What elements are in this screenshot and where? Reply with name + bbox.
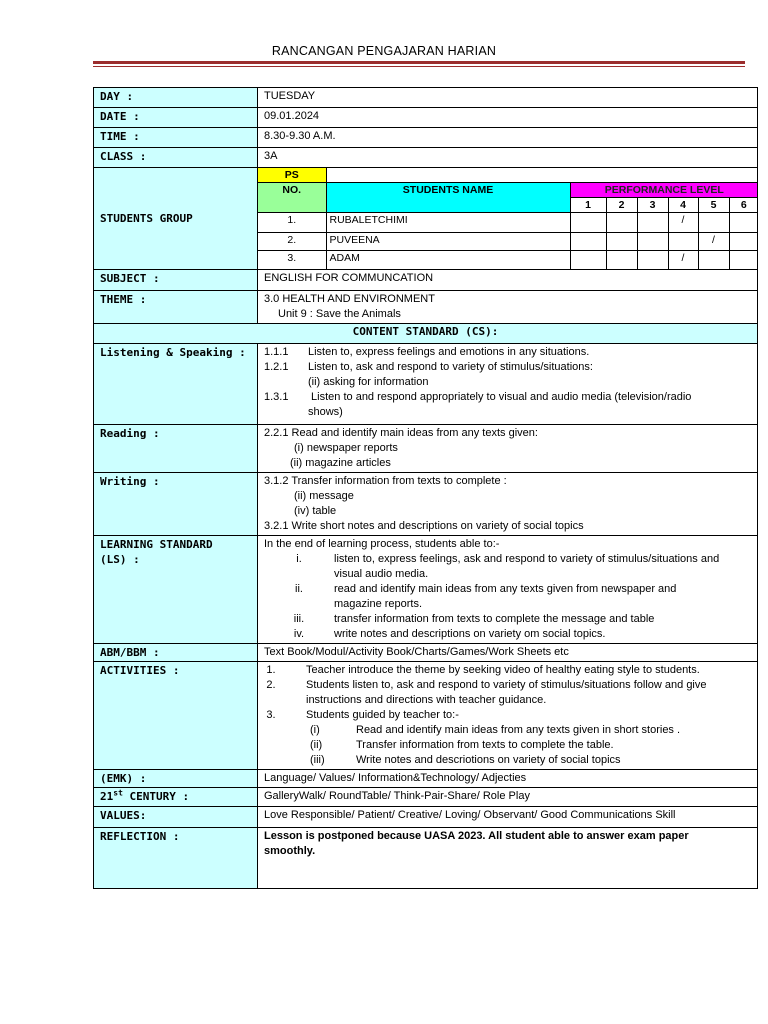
level-mark: / (668, 251, 698, 269)
level-header: 4 (668, 198, 698, 213)
list-item: iii. transfer information from texts to complete the message and table (293, 612, 655, 625)
students-group-label: STUDENTS GROUP (94, 168, 258, 270)
abm-value: Text Book/Modul/Activity Book/Charts/Games/Work Sheets etc (258, 643, 758, 661)
student-name: ADAM (326, 251, 570, 269)
level-mark (668, 233, 698, 251)
ls-intro: In the end of learning process, students able to:- (264, 537, 500, 550)
list-item: iv. write notes and descriptions on variety om social topics. (293, 627, 606, 640)
row-listening-speaking (94, 343, 758, 424)
row-reflection (94, 827, 758, 888)
list-item: 2. Students listen to, ask and respond to variety of stimulus/situations follow and give instructions and directions with teacher guidance. (266, 678, 707, 706)
performance-level-header: PERFORMANCE LEVEL (570, 183, 758, 198)
level-mark (570, 251, 606, 269)
date-value: 09.01.2024 (258, 108, 758, 128)
student-row (258, 251, 758, 269)
row-abm (94, 643, 758, 661)
level-mark (637, 213, 668, 233)
students-group-cell (258, 168, 758, 270)
level-header: 5 (698, 198, 729, 213)
ps-header: PS (258, 168, 326, 183)
row-content-standard-header (94, 323, 758, 343)
level-mark (729, 233, 758, 251)
day-value: TUESDAY (258, 88, 758, 108)
theme-unit: Unit 9 : Save the Animals (278, 307, 401, 320)
level-mark (637, 251, 668, 269)
cs-line: 1.3.1 Listen to and respond appropriately to visual and audio media (television/radio (264, 390, 692, 403)
row-learning-standard (94, 535, 758, 643)
row-writing (94, 472, 758, 535)
row-values (94, 806, 758, 827)
level-header: 6 (729, 198, 758, 213)
activities-label: ACTIVITIES : (94, 661, 258, 769)
row-theme (94, 290, 758, 323)
time-label: TIME : (94, 128, 258, 148)
writing-label: Writing : (94, 472, 258, 535)
student-row (258, 233, 758, 251)
list-item: i. listen to, express feelings, ask and respond to variety of stimulus/situations and visual audio media. (296, 552, 720, 580)
level-mark (570, 233, 606, 251)
century-value: GalleryWalk/ RoundTable/ Think-Pair-Share/ Role Play (258, 787, 758, 806)
list-item: ii. read and identify main ideas from any texts given from newspaper and magazine reports. (295, 582, 677, 610)
row-emk (94, 769, 758, 787)
learning-standard-value (258, 535, 758, 643)
cs-line: shows) (308, 405, 343, 418)
learning-standard-label: LEARNING STANDARD (LS) : (94, 535, 258, 643)
theme-value (258, 290, 758, 323)
emk-label: (EMK) : (94, 769, 258, 787)
header-rule-thick (93, 61, 745, 64)
student-no: 3. (258, 251, 326, 269)
document-title: RANCANGAN PENGAJARAN HARIAN (271, 44, 497, 58)
activity-sub-item: (i) Read and identify main ideas from any texts given in short stories . (310, 723, 681, 736)
students-group-table (258, 168, 758, 269)
level-mark (698, 251, 729, 269)
cs-line: 1.1.1 Listen to, express feelings and emotions in any situations. (264, 345, 590, 358)
level-mark (570, 213, 606, 233)
row-activities (94, 661, 758, 769)
list-item: 1. Teacher introduce the theme by seeking video of healthy eating style to students. (266, 663, 700, 676)
level-mark (729, 251, 758, 269)
reading-label: Reading : (94, 424, 258, 472)
row-day (94, 88, 758, 108)
values-label: VALUES: (94, 806, 258, 827)
theme-label: THEME : (94, 290, 258, 323)
subject-value: ENGLISH FOR COMMUNCATION (258, 269, 758, 290)
header-rule-thin (93, 66, 745, 67)
listening-speaking-value (258, 343, 758, 424)
list-item: 3. Students guided by teacher to:- (266, 708, 459, 721)
level-mark (729, 213, 758, 233)
century-label: 21st CENTURY : (94, 787, 258, 806)
time-value: 8.30-9.30 A.M. (258, 128, 758, 148)
cs-line: 2.2.1 Read and identify main ideas from any texts given: (264, 426, 538, 439)
level-mark (606, 233, 637, 251)
level-mark (698, 213, 729, 233)
abm-label: ABM/BBM : (94, 643, 258, 661)
cs-line: 1.2.1 Listen to, ask and respond to variety of stimulus/situations: (264, 360, 593, 373)
subject-label: SUBJECT : (94, 269, 258, 290)
reflection-label: REFLECTION : (94, 827, 258, 888)
level-mark (606, 213, 637, 233)
student-name: RUBALETCHIMI (326, 213, 570, 233)
cs-line: 3.1.2 Transfer information from texts to complete : (264, 474, 507, 487)
student-row (258, 213, 758, 233)
student-no: 2. (258, 233, 326, 251)
reflection-value: Lesson is postponed because UASA 2023. All student able to answer exam paper smoothly. (258, 827, 758, 888)
date-label: DATE : (94, 108, 258, 128)
row-subject (94, 269, 758, 290)
cs-line: (i) newspaper reports (294, 441, 398, 454)
level-mark: / (698, 233, 729, 251)
row-21st-century (94, 787, 758, 806)
no-header: NO. (258, 183, 326, 213)
level-header: 2 (606, 198, 637, 213)
activities-value (258, 661, 758, 769)
writing-value (258, 472, 758, 535)
emk-value: Language/ Values/ Information&Technology/ Adjecties (258, 769, 758, 787)
cs-line: (ii) message (294, 489, 354, 502)
cs-line: 3.2.1 Write short notes and descriptions on variety of social topics (264, 519, 584, 532)
student-no: 1. (258, 213, 326, 233)
activity-sub-item: (iii) Write notes and descriotions on variety of social topics (310, 753, 621, 766)
level-mark (606, 251, 637, 269)
class-value: 3A (258, 148, 758, 168)
theme-line: 3.0 HEALTH AND ENVIRONMENT (264, 292, 435, 305)
cs-line: (ii) magazine articles (290, 456, 391, 469)
row-date (94, 108, 758, 128)
student-name: PUVEENA (326, 233, 570, 251)
values-value: Love Responsible/ Patient/ Creative/ Loving/ Observant/ Good Communications Skill (258, 806, 758, 827)
row-time (94, 128, 758, 148)
row-class (94, 148, 758, 168)
students-name-header: STUDENTS NAME (326, 183, 570, 213)
day-label: DAY : (94, 88, 258, 108)
lesson-plan-table (93, 87, 758, 889)
listening-speaking-label: Listening & Speaking : (94, 343, 258, 424)
cs-line: (iv) table (294, 504, 337, 517)
cs-line: (ii) asking for information (308, 375, 429, 388)
ls-list (264, 552, 751, 642)
level-mark: / (668, 213, 698, 233)
reading-value (258, 424, 758, 472)
activity-sub-item: (ii) Transfer information from texts to complete the table. (310, 738, 614, 751)
content-standard-header: CONTENT STANDARD (CS): (94, 323, 758, 343)
level-mark (637, 233, 668, 251)
class-label: CLASS : (94, 148, 258, 168)
row-reading (94, 424, 758, 472)
row-students-group (94, 168, 758, 270)
level-header: 3 (637, 198, 668, 213)
level-header: 1 (570, 198, 606, 213)
activities-list (236, 663, 751, 723)
